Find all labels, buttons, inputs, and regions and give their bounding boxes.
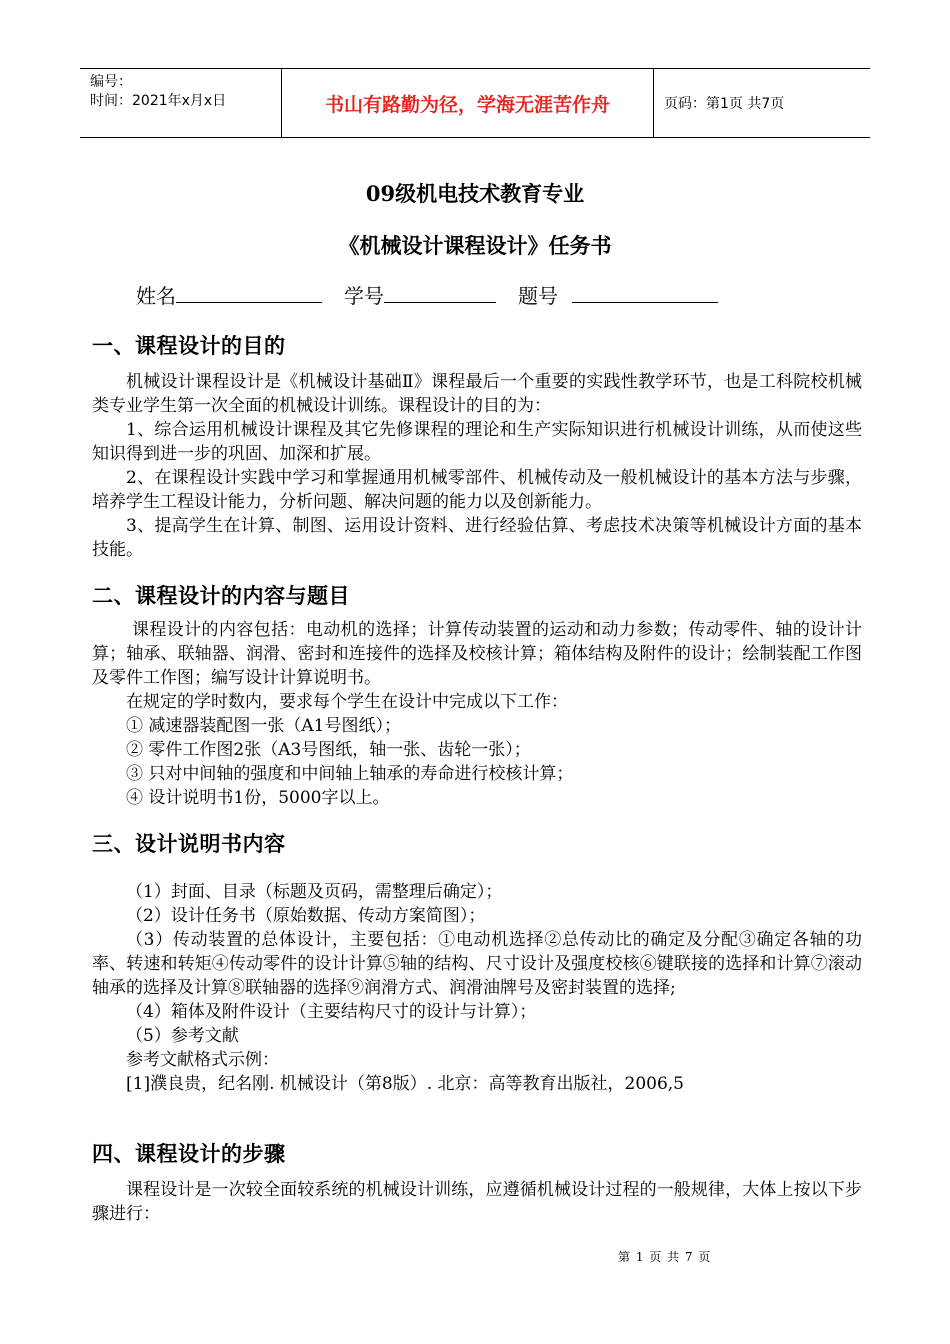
section-2-heading: 二、课程设计的内容与题目 [92, 583, 350, 608]
topic-label: 题号 [518, 284, 558, 308]
list-item: （1）封面、目录（标题及页码，需整理后确定）； [126, 882, 503, 902]
paragraph: 课程设计是一次较全面较系统的机械设计训练，应遵循机械设计过程的一般规律，大体上按以下步骤进行： [92, 1180, 862, 1224]
student-id-blank[interactable] [384, 280, 496, 303]
name-label: 姓名 [136, 284, 176, 308]
student-info-fields [136, 280, 740, 309]
list-item: ① 减速器装配图一张（A1号图纸）； [126, 716, 401, 736]
page-header [80, 68, 870, 138]
page-footer: 第 1 页 共 7 页 [618, 1250, 712, 1264]
reference-example: [1]濮良贵，纪名刚. 机械设计（第8版）. 北京：高等教育出版社，2006,5 [126, 1074, 684, 1094]
student-id-label: 学号 [344, 284, 384, 308]
list-item: （4）箱体及附件设计（主要结构尺寸的设计与计算）； [126, 1002, 537, 1022]
header-number-label: 编号： [90, 74, 132, 90]
section-1-heading: 一、课程设计的目的 [92, 333, 286, 358]
paragraph: 2、在课程设计实践中学习和掌握通用机械零部件、机械传动及一般机械设计的基本方法与步骤，培养学生工程设计能力，分析问题、解决问题的能力以及创新能力。 [92, 468, 862, 512]
topic-blank[interactable] [572, 280, 718, 303]
list-item: （2）设计任务书（原始数据、传动方案简图）； [126, 906, 486, 926]
header-page-info: 页码：第1页 共7页 [664, 96, 785, 112]
section-4-body [92, 1178, 862, 1226]
paragraph: 机械设计课程设计是《机械设计基础Ⅱ》课程最后一个重要的实践性教学环节，也是工科院校机械类专业学生第一次全面的机械设计训练。课程设计的目的为： [92, 372, 862, 416]
section-3-body [92, 880, 862, 1096]
paragraph: 1、综合运用机械设计课程及其它先修课程的理论和生产实际知识进行机械设计训练，从而使这些知识得到进一步的巩固、加深和扩展。 [92, 420, 862, 464]
section-1-body [92, 370, 862, 562]
name-blank[interactable] [176, 280, 322, 303]
paragraph: 在规定的学时数内，要求每个学生在设计中完成以下工作： [126, 692, 568, 712]
header-motto: 书山有路勤为径，学海无涯苦作舟 [282, 69, 654, 137]
document-title-line1: 09级机电技术教育专业 [365, 181, 585, 206]
document-title-line2: 《机械设计课程设计》任务书 [338, 233, 612, 258]
list-item: ④ 设计说明书1份，5000字以上。 [126, 788, 390, 808]
list-item: ② 零件工作图2张（A3号图纸，轴一张、齿轮一张）； [126, 740, 531, 760]
list-item: （3）传动装置的总体设计，主要包括：①电动机选择②总传动比的确定及分配③确定各轴的功率、转速和转矩④传动零件的设计计算⑤轴的结构、尺寸设计及强度校核⑥键联接的选择和计算⑦滚动轴承的选择及计算⑧联轴器的选择⑨润滑方式、润滑油牌号及密封装置的选择; [92, 930, 862, 998]
paragraph: 课程设计的内容包括：电动机的选择；计算传动装置的运动和动力参数；传动零件、轴的设计计算；轴承、联轴器、润滑、密封和连接件的选择及校核计算；箱体结构及附件的设计；绘制装配工作图及零件工作图；编写设计计算说明书。 [92, 620, 862, 688]
list-item: 参考文献格式示例： [126, 1050, 279, 1070]
list-item: （5）参考文献 [126, 1026, 239, 1046]
section-2-body [92, 618, 862, 810]
section-4-heading: 四、课程设计的步骤 [92, 1141, 286, 1166]
paragraph: 3、提高学生在计算、制图、运用设计资料、进行经验估算、考虑技术决策等机械设计方面的基本技能。 [92, 516, 862, 560]
header-meta [80, 69, 282, 137]
section-3-heading: 三、设计说明书内容 [92, 831, 286, 856]
header-time: 时间：2021年x月x日 [90, 93, 227, 109]
list-item: ③ 只对中间轴的强度和中间轴上轴承的寿命进行校核计算； [126, 764, 574, 784]
